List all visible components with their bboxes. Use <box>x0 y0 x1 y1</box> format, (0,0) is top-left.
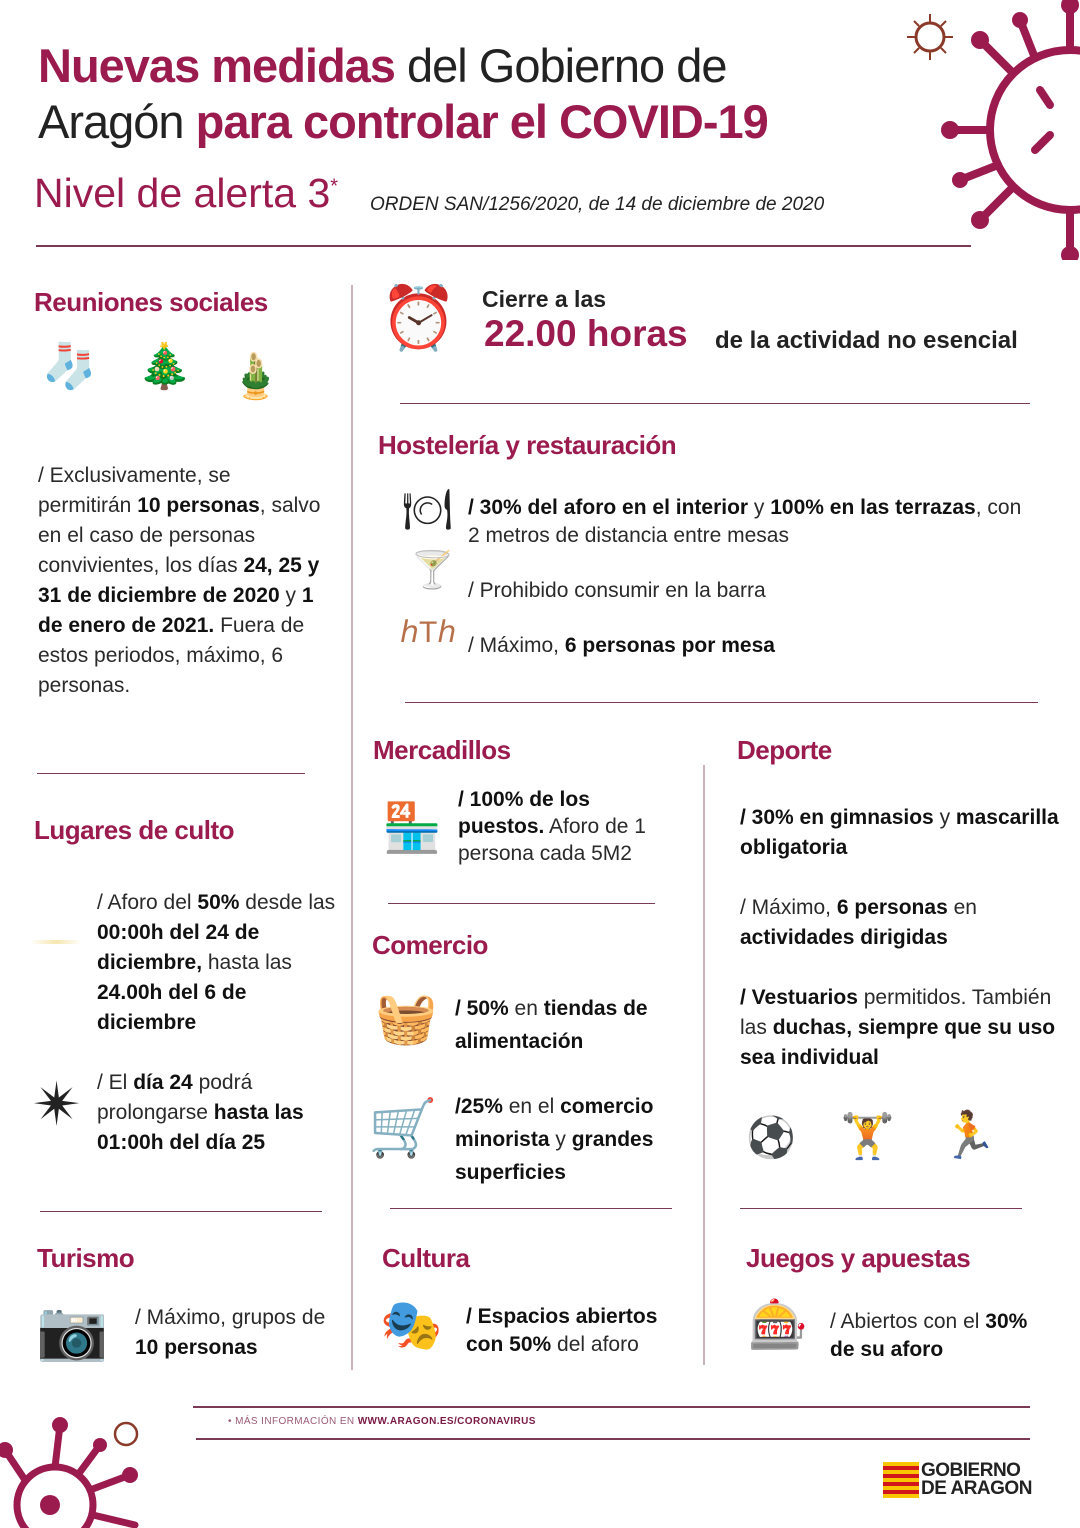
text: podrá prolongarse <box>97 1071 253 1124</box>
culto-item-1 <box>97 888 347 1038</box>
bold-text: / 100% de los puestos. <box>458 788 590 838</box>
website-link[interactable]: WWW.ARAGON.ES/CORONAVIRUS <box>357 1416 536 1427</box>
bold-text: mascarilla obligatoria <box>740 806 1059 859</box>
more-info-label: MÁS INFORMACIÓN EN <box>235 1416 358 1427</box>
text: permitidos. También las <box>740 986 1052 1039</box>
divider <box>388 903 655 904</box>
text: en <box>508 997 544 1020</box>
star-icon: ✴ <box>32 1071 83 1138</box>
hosteleria-item-2 <box>468 576 1028 606</box>
text: y <box>933 806 956 829</box>
culto-item-2 <box>97 1068 337 1158</box>
text: / Exclusivamente, se permitirán <box>38 464 231 517</box>
divider <box>703 765 705 1365</box>
text: Fuera de estos periodos, máximo, 6 personas. <box>38 614 305 697</box>
bold-text: 24, 25 y 31 de diciembre de 2020 <box>38 554 320 607</box>
divider <box>36 245 971 247</box>
bold-text: 24.00h del 6 de diciembre <box>97 981 247 1034</box>
poker-chips-icon: 🎰 <box>748 1299 808 1352</box>
section-title-cultura: Cultura <box>382 1243 470 1273</box>
bold-text: comercio minorista <box>455 1095 654 1151</box>
aragon-flag-icon <box>883 1462 919 1498</box>
bold-text: duchas, siempre que su uso sea individual <box>740 1016 1056 1069</box>
bold-text: / Espacios abiertos con 50% <box>466 1305 658 1356</box>
alarm-clock-icon: ⏰ <box>380 284 458 353</box>
text: y <box>748 496 771 519</box>
virus-icon <box>940 0 1080 260</box>
bold-text: tiendas de alimentación <box>455 997 648 1053</box>
text: / Máximo, grupos de <box>135 1306 326 1329</box>
deporte-item-2 <box>740 893 1060 953</box>
bold-text: 10 personas <box>135 1336 258 1359</box>
text: desde las <box>239 891 336 914</box>
bold-text: hasta las 01:00h del día 25 <box>97 1101 304 1154</box>
bold-text: día 24 <box>133 1071 193 1094</box>
divider <box>405 702 1038 703</box>
theater-masks-icon: 🎭 <box>380 1297 443 1353</box>
closing-time: 22.00 horas <box>484 313 688 354</box>
bold-text: grandes superficies <box>455 1128 654 1184</box>
text: y <box>549 1128 572 1151</box>
text: / Máximo, <box>740 896 837 919</box>
bold-text: 00:00h del 24 de diciembre, <box>97 921 260 974</box>
closing-pre: Cierre a las <box>482 286 607 312</box>
deporte-item-1 <box>740 803 1060 863</box>
section-title-comercio: Comercio <box>372 930 488 960</box>
food-basket-icon: 🧺 <box>375 990 438 1046</box>
page-title <box>38 38 938 150</box>
divider <box>196 1438 1030 1440</box>
text: / Aforo del <box>97 891 198 914</box>
bold-text: / 50% <box>455 997 509 1020</box>
text: / Abiertos con el <box>830 1310 986 1333</box>
order-reference: ORDEN SAN/1256/2020, de 14 de diciembre de 2020 <box>370 194 825 215</box>
text: del Gobierno de <box>394 39 727 92</box>
section-title-culto: Lugares de culto <box>34 815 235 845</box>
bold-text: Nuevas medidas <box>38 39 395 92</box>
reuniones-text <box>38 461 323 701</box>
turismo-text <box>135 1303 335 1363</box>
christmas-tree-icon: 🎄 <box>137 342 192 391</box>
bold-text: / Vestuarios <box>740 986 858 1009</box>
text: en el <box>502 1095 561 1118</box>
bold-text: / 30% en gimnasios <box>740 806 934 829</box>
section-title-reuniones: Reuniones sociales <box>34 287 268 317</box>
section-title-hosteleria: Hostelería y restauración <box>378 430 677 460</box>
comercio-item-2 <box>455 1090 695 1189</box>
juegos-text <box>830 1308 1050 1364</box>
hosteleria-item-1 <box>468 494 1038 550</box>
logo-line-2: DE ARAGON <box>921 1478 1032 1499</box>
text: hasta las <box>202 951 292 974</box>
camera-icon: 📷 <box>36 1298 109 1363</box>
bold-text: 50% <box>197 891 240 914</box>
deporte-item-3 <box>740 983 1060 1073</box>
text: / El <box>97 1071 134 1094</box>
bold-text: 100% en las terrazas <box>770 496 976 519</box>
divider <box>351 285 353 1370</box>
mercadillos-text <box>458 786 678 867</box>
bold-text: 6 personas <box>836 896 948 919</box>
bold-text: /25% <box>455 1095 503 1118</box>
gobierno-aragon-logo <box>883 1462 1032 1498</box>
text: , salvo en el caso de personas convivientes, los días <box>38 494 321 577</box>
section-title-turismo: Turismo <box>37 1243 135 1273</box>
text: / Máximo, <box>468 634 565 657</box>
text: del aforo <box>551 1333 639 1356</box>
divider <box>390 1208 672 1209</box>
text: y <box>279 584 302 607</box>
text: Aforo de 1 persona cada 5M2 <box>458 815 646 865</box>
serving-cloche-icon: 🍽 <box>402 488 453 532</box>
text: Aragón <box>38 95 196 148</box>
runner-icon: 🏃 <box>940 1109 998 1161</box>
bold-text: / 30% del aforo en el interior <box>468 496 749 519</box>
light-sparkle-icon <box>30 940 82 944</box>
divider <box>40 1211 322 1212</box>
section-title-juegos: Juegos y apuestas <box>746 1243 971 1273</box>
hosteleria-item-3 <box>468 631 1028 661</box>
market-stall-icon: 🏪 <box>382 802 442 855</box>
weightlifting-icon: 🏋 <box>840 1112 895 1161</box>
alert-level <box>34 170 338 217</box>
cocktail-icon: 🍸 <box>410 549 455 590</box>
divider <box>400 403 1030 404</box>
divider <box>740 1208 1022 1209</box>
asterisk: * <box>330 175 339 198</box>
section-title-deporte: Deporte <box>737 735 832 765</box>
bold-text: para controlar el COVID-19 <box>195 95 768 148</box>
bold-text: 1 de enero de 2021. <box>38 584 314 637</box>
text: en <box>947 896 977 919</box>
divider <box>37 773 305 774</box>
christmas-stocking-icon: 🧦 <box>42 342 97 391</box>
soccer-ball-icon: ⚽ <box>746 1116 796 1160</box>
text: / Prohibido consumir en la barra <box>468 579 766 602</box>
shopping-cart-icon: 🛒 <box>368 1096 438 1159</box>
divider <box>193 1406 1030 1408</box>
table-chairs-icon: ℎTℎ <box>400 616 457 649</box>
text: , con 2 metros de distancia entre mesas <box>468 496 1022 547</box>
cultura-text <box>466 1303 691 1359</box>
logo-line-1: GOBIERNO <box>921 1460 1021 1481</box>
virus-icon <box>0 1410 150 1528</box>
section-title-mercadillos: Mercadillos <box>373 735 511 765</box>
bold-text: 6 personas por mesa <box>564 634 775 657</box>
alert-level-text: Nivel de alerta 3 <box>34 170 331 216</box>
more-info: • MÁS INFORMACIÓN EN WWW.ARAGON.ES/CORONAVIRUS <box>228 1416 536 1427</box>
bold-text: actividades dirigidas <box>740 926 948 949</box>
christmas-ornament-icon: 🎍 <box>228 352 283 401</box>
bold-text: 30% de su aforo <box>830 1310 1028 1361</box>
comercio-item-1 <box>455 992 695 1058</box>
closing-post: de la actividad no esencial <box>715 327 1018 354</box>
bold-text: 10 personas <box>137 494 260 517</box>
